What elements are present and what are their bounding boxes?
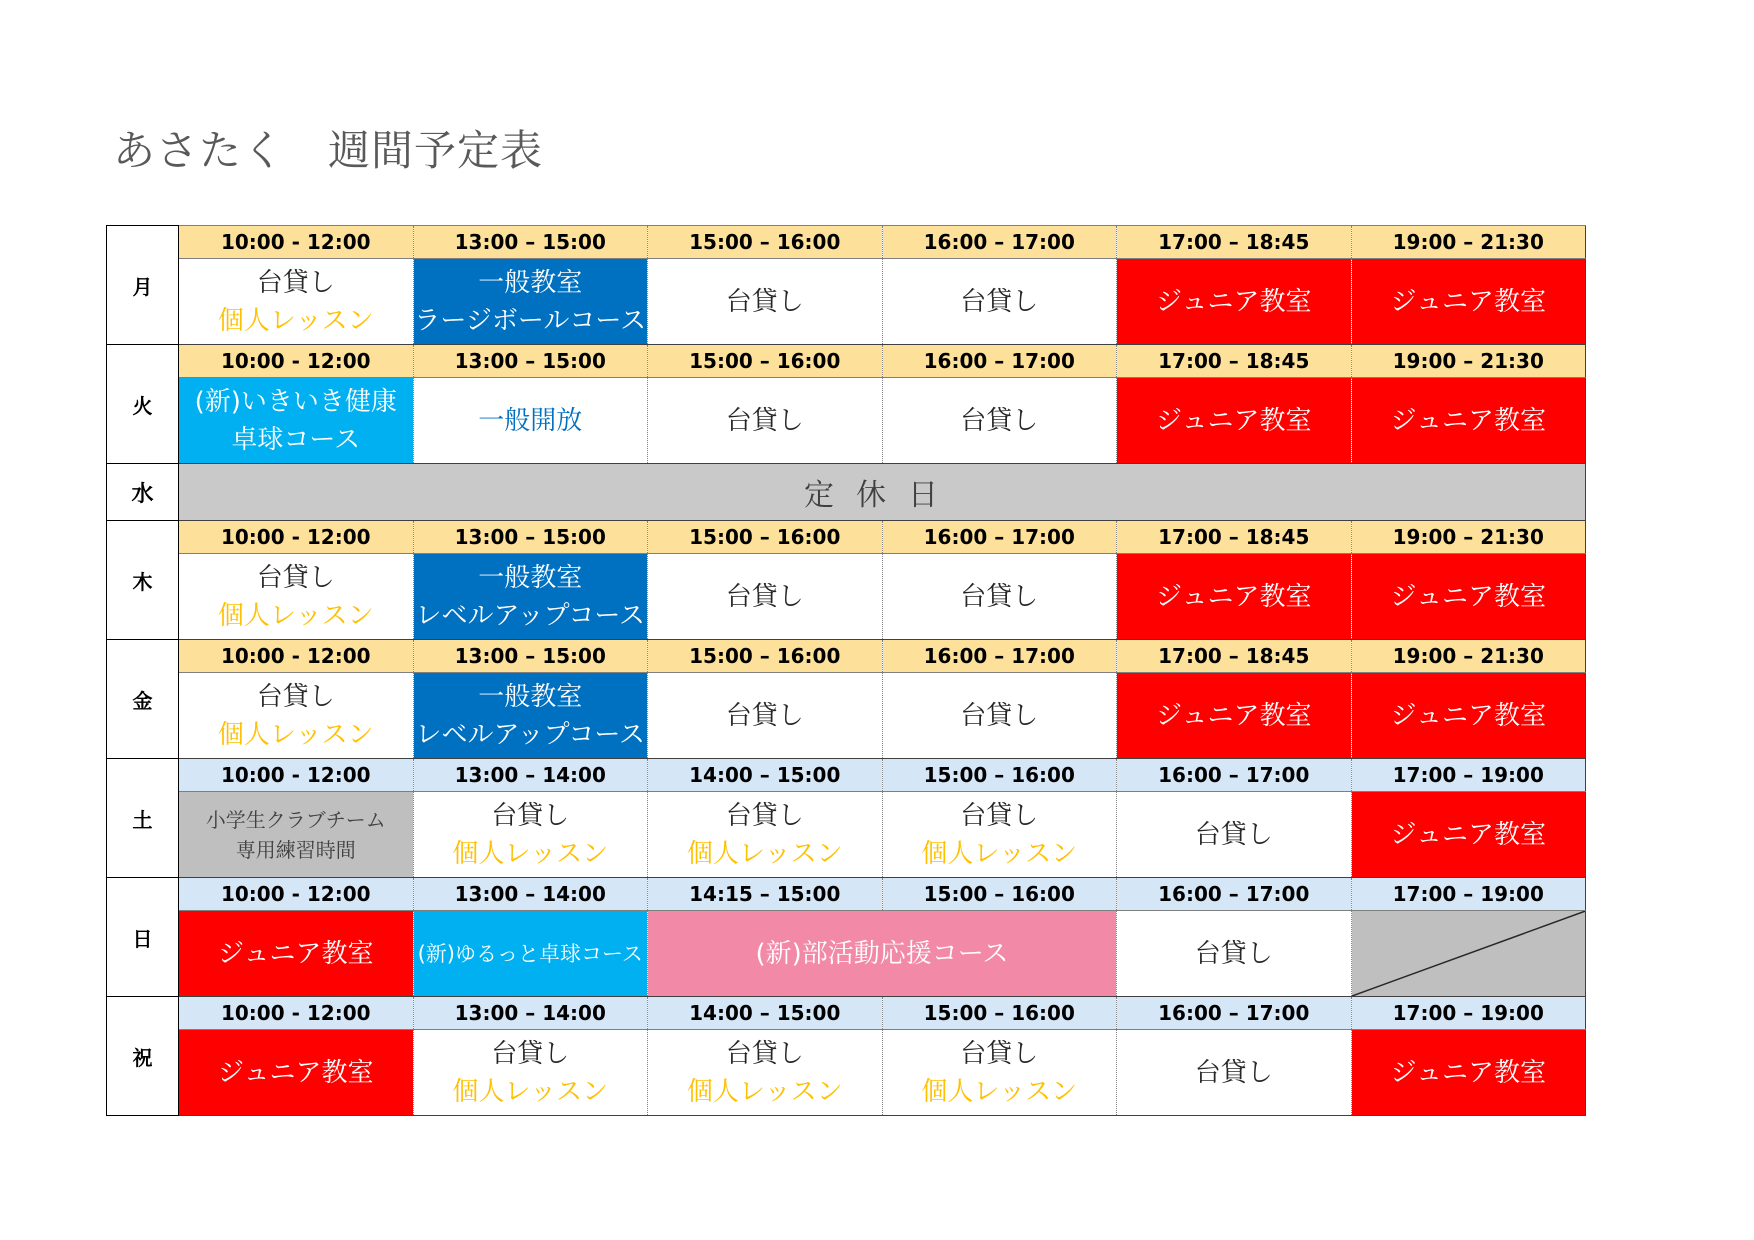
time-slot: 16:00 – 17:00 — [1117, 878, 1352, 911]
time-slot: 17:00 – 18:45 — [1117, 640, 1352, 673]
time-slot: 15:00 – 16:00 — [648, 521, 883, 554]
activity-cell — [413, 259, 648, 345]
time-row-sat — [107, 759, 1586, 792]
rental-label: 台貸し — [491, 1038, 570, 1069]
level-up-course-label: レベルアップコース — [415, 719, 646, 750]
time-slot: 13:00 – 14:00 — [413, 878, 648, 911]
activity-cell — [179, 673, 414, 759]
time-slot: 17:00 – 19:00 — [1351, 759, 1586, 792]
activity-cell — [648, 1030, 883, 1116]
large-ball-course-label: ラージボールコース — [414, 305, 647, 336]
time-slot: 13:00 – 14:00 — [413, 759, 648, 792]
club-practice-label: 専用練習時間 — [235, 837, 356, 862]
diagonal-slash — [1352, 911, 1586, 996]
day-label-thu: 木 — [107, 521, 179, 640]
time-slot: 15:00 – 16:00 — [882, 878, 1117, 911]
day-label-hol: 祝 — [107, 997, 179, 1116]
activity-cell: ジュニア教室 — [179, 911, 414, 997]
activity-cell — [413, 673, 648, 759]
level-up-course-label: レベルアップコース — [415, 600, 646, 631]
time-slot: 15:00 – 16:00 — [648, 640, 883, 673]
activity-cell: 台貸し — [882, 259, 1117, 345]
activity-cell: (新)ゆるっと卓球コース — [413, 911, 648, 997]
day-label-sun: 日 — [107, 878, 179, 997]
activity-cell: ジュニア教室 — [1117, 378, 1352, 464]
time-slot: 17:00 – 19:00 — [1351, 878, 1586, 911]
time-row-thu — [107, 521, 1586, 554]
time-slot: 16:00 – 17:00 — [882, 226, 1117, 259]
activity-cell: 台貸し — [882, 378, 1117, 464]
activity-cell — [179, 259, 414, 345]
activity-row-sat — [107, 792, 1586, 878]
closed-row-wed — [107, 464, 1586, 521]
day-label-wed: 水 — [107, 464, 179, 521]
activity-cell: 台貸し — [648, 378, 883, 464]
activity-row-sun — [107, 911, 1586, 997]
time-slot: 10:00 - 12:00 — [179, 226, 414, 259]
activity-cell: ジュニア教室 — [1351, 1030, 1586, 1116]
time-slot: 17:00 – 19:00 — [1351, 997, 1586, 1030]
activity-cell — [179, 378, 414, 464]
general-class-label: 一般教室 — [478, 562, 583, 593]
time-slot: 16:00 – 17:00 — [882, 521, 1117, 554]
time-slot: 19:00 – 21:30 — [1351, 226, 1586, 259]
time-row-mon — [107, 226, 1586, 259]
day-label-tue: 火 — [107, 345, 179, 464]
page-title: あさたく 週間予定表 — [113, 126, 544, 175]
time-slot: 14:00 – 15:00 — [648, 997, 883, 1030]
activity-cell — [179, 792, 414, 878]
time-slot: 13:00 – 15:00 — [413, 640, 648, 673]
time-row-tue — [107, 345, 1586, 378]
activity-cell: 一般開放 — [413, 378, 648, 464]
club-team-label: 小学生クラブチーム — [205, 807, 386, 832]
activity-cell — [882, 792, 1117, 878]
time-row-fri — [107, 640, 1586, 673]
day-label-sat: 土 — [107, 759, 179, 878]
activity-cell — [648, 792, 883, 878]
time-slot: 16:00 – 17:00 — [1117, 759, 1352, 792]
private-lesson-label: 個人レッスン — [452, 1076, 609, 1107]
private-lesson-label: 個人レッスン — [452, 838, 609, 869]
day-label-fri: 金 — [107, 640, 179, 759]
activity-row-hol — [107, 1030, 1586, 1116]
time-slot: 13:00 – 14:00 — [413, 997, 648, 1030]
day-label-mon: 月 — [107, 226, 179, 345]
private-lesson-label: 個人レッスン — [686, 1076, 843, 1107]
time-slot: 10:00 - 12:00 — [179, 640, 414, 673]
private-lesson-label: 個人レッスン — [217, 719, 374, 750]
general-class-label: 一般教室 — [478, 267, 583, 298]
activity-cell — [179, 554, 414, 640]
private-lesson-label: 個人レッスン — [217, 600, 374, 631]
rental-label: 台貸し — [960, 800, 1039, 831]
time-slot: 10:00 - 12:00 — [179, 521, 414, 554]
activity-cell: 台貸し — [1117, 792, 1352, 878]
activity-cell: ジュニア教室 — [1117, 673, 1352, 759]
activity-cell: 台貸し — [648, 673, 883, 759]
time-slot: 15:00 – 16:00 — [882, 997, 1117, 1030]
time-slot: 14:15 – 15:00 — [648, 878, 883, 911]
activity-cell — [882, 1030, 1117, 1116]
time-slot: 17:00 – 18:45 — [1117, 226, 1352, 259]
time-slot: 15:00 – 16:00 — [648, 345, 883, 378]
time-slot: 17:00 – 18:45 — [1117, 521, 1352, 554]
activity-cell: 台貸し — [648, 259, 883, 345]
activity-row-mon — [107, 259, 1586, 345]
time-slot: 13:00 – 15:00 — [413, 226, 648, 259]
general-class-label: 一般教室 — [478, 681, 583, 712]
activity-row-thu — [107, 554, 1586, 640]
rental-label: 台貸し — [725, 1038, 804, 1069]
private-lesson-label: 個人レッスン — [921, 1076, 1078, 1107]
time-slot: 16:00 – 17:00 — [882, 345, 1117, 378]
time-slot: 16:00 – 17:00 — [1117, 997, 1352, 1030]
rental-label: 台貸し — [491, 800, 570, 831]
time-slot: 19:00 – 21:30 — [1351, 345, 1586, 378]
rental-label: 台貸し — [256, 267, 335, 298]
activity-cell: 台貸し — [882, 554, 1117, 640]
private-lesson-label: 個人レッスン — [217, 305, 374, 336]
time-slot: 13:00 – 15:00 — [413, 521, 648, 554]
time-row-hol — [107, 997, 1586, 1030]
rental-label: 台貸し — [960, 1038, 1039, 1069]
activity-cell: ジュニア教室 — [1351, 259, 1586, 345]
private-lesson-label: 個人レッスン — [921, 838, 1078, 869]
activity-cell — [413, 792, 648, 878]
closed-day-cell: 定休日 — [179, 464, 1586, 521]
rental-label: 台貸し — [256, 681, 335, 712]
time-slot: 10:00 - 12:00 — [179, 878, 414, 911]
time-slot: 15:00 – 16:00 — [648, 226, 883, 259]
private-lesson-label: 個人レッスン — [686, 838, 843, 869]
activity-row-tue — [107, 378, 1586, 464]
rental-label: 台貸し — [256, 562, 335, 593]
time-slot: 10:00 - 12:00 — [179, 997, 414, 1030]
activity-cell: 台貸し — [648, 554, 883, 640]
health-course-label-2: 卓球コース — [231, 424, 361, 455]
time-slot: 10:00 - 12:00 — [179, 759, 414, 792]
activity-cell: ジュニア教室 — [1351, 378, 1586, 464]
time-slot: 13:00 – 15:00 — [413, 345, 648, 378]
activity-cell: (新)部活動応援コース — [648, 911, 1117, 997]
activity-cell: ジュニア教室 — [1117, 259, 1352, 345]
time-slot: 19:00 – 21:30 — [1351, 521, 1586, 554]
activity-cell — [413, 554, 648, 640]
time-slot: 14:00 – 15:00 — [648, 759, 883, 792]
time-slot: 19:00 – 21:30 — [1351, 640, 1586, 673]
activity-cell — [413, 1030, 648, 1116]
activity-cell: ジュニア教室 — [1351, 554, 1586, 640]
time-slot: 16:00 – 17:00 — [882, 640, 1117, 673]
time-slot: 17:00 – 18:45 — [1117, 345, 1352, 378]
activity-cell: 台貸し — [1117, 911, 1352, 997]
activity-row-fri — [107, 673, 1586, 759]
health-course-label: (新)いきいき健康 — [194, 386, 397, 417]
empty-slot-cell — [1351, 911, 1586, 997]
time-slot: 10:00 - 12:00 — [179, 345, 414, 378]
time-row-sun — [107, 878, 1586, 911]
activity-cell: ジュニア教室 — [179, 1030, 414, 1116]
activity-cell: ジュニア教室 — [1117, 554, 1352, 640]
rental-label: 台貸し — [725, 800, 804, 831]
weekly-schedule-table — [106, 225, 1586, 1116]
activity-cell: ジュニア教室 — [1351, 673, 1586, 759]
time-slot: 15:00 – 16:00 — [882, 759, 1117, 792]
activity-cell: 台貸し — [1117, 1030, 1352, 1116]
activity-cell: ジュニア教室 — [1351, 792, 1586, 878]
activity-cell: 台貸し — [882, 673, 1117, 759]
